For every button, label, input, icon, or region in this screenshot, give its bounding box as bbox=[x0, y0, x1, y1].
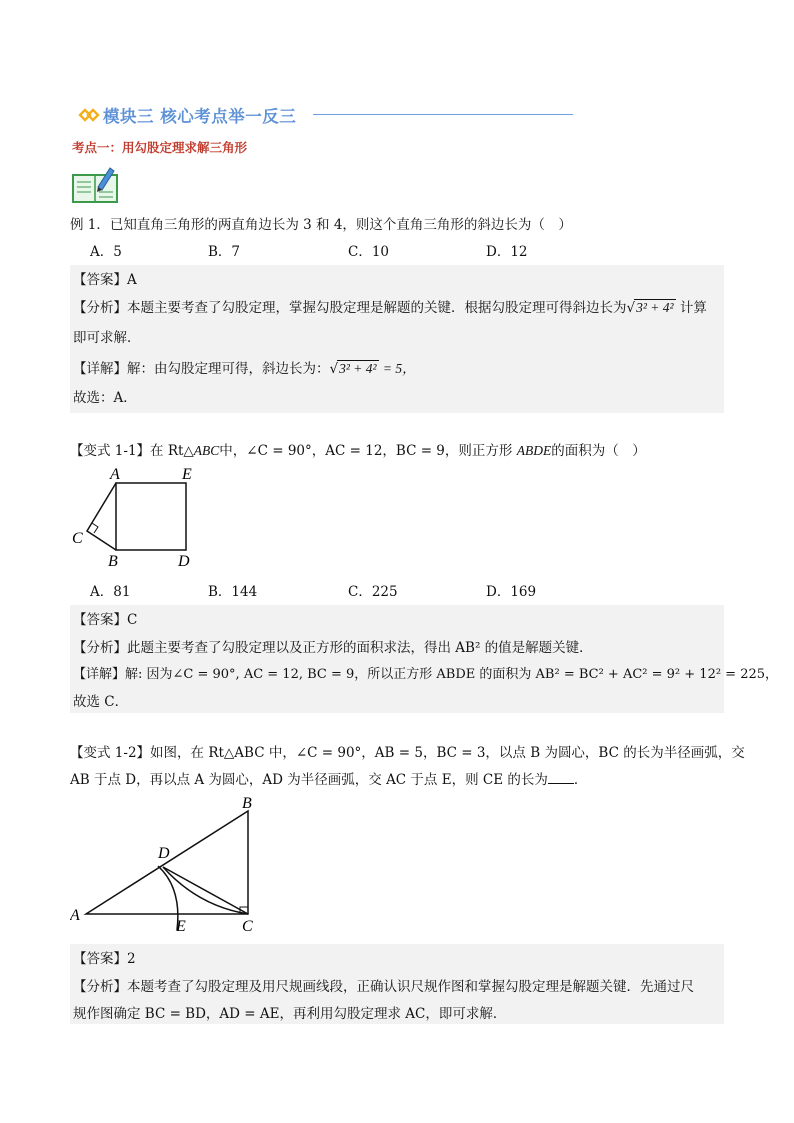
variant2-question-text: AB 于点 D，再以点 A 为圆心，AD 为半径画弧，交 AC 于点 E，则 CE 的长为 bbox=[70, 772, 548, 788]
variant2-question-line1: 【变式 1-2】如图，在 Rt△ABC 中，∠C = 90°，AB = 5，BC = 3，以点 B 为圆心，BC 的长为半径画弧，交 bbox=[70, 745, 745, 761]
label-d: D bbox=[158, 845, 170, 862]
triangle-arc-figure bbox=[70, 790, 270, 940]
option-a: A．5 bbox=[90, 244, 122, 260]
variant2-question-end: ． bbox=[573, 772, 588, 788]
variant1-question-a: 【变式 1-1】在 Rt△ bbox=[70, 443, 194, 459]
variant1-question bbox=[70, 439, 646, 459]
variant1-solution-box bbox=[70, 605, 779, 713]
variant2-question-line2 bbox=[70, 768, 587, 788]
option-d: D．169 bbox=[486, 584, 537, 600]
arc-centered-a bbox=[158, 866, 178, 930]
variant1-question-b: 中，∠C = 90°，AC = 12，BC = 9，则正方形 bbox=[219, 443, 513, 459]
sqrt-symbol: √ bbox=[626, 300, 636, 316]
sqrt-symbol: √ bbox=[329, 361, 339, 377]
detail-line bbox=[73, 357, 416, 377]
analysis-text-end: 计算 bbox=[679, 300, 707, 316]
analysis-line-2: 即可求解． bbox=[73, 330, 141, 346]
sqrt-expression: 3² + 4² bbox=[339, 361, 377, 376]
kaodian-title: 考点一：用勾股定理求解三角形 bbox=[72, 140, 248, 155]
label-c: C bbox=[242, 918, 253, 935]
label-e: E bbox=[176, 918, 186, 935]
analysis-line bbox=[73, 296, 707, 316]
answer-blank bbox=[548, 771, 574, 784]
module-header bbox=[78, 103, 296, 127]
header-rule bbox=[313, 114, 573, 115]
detail-text: 【详解】解：由勾股定理可得，斜边长为： bbox=[73, 361, 330, 377]
label-b: B bbox=[242, 795, 252, 812]
choose-line: 故选 C． bbox=[73, 694, 129, 710]
label-c: C bbox=[72, 530, 83, 547]
analysis-line: 【分析】此题主要考查了勾股定理以及正方形的面积求法，得出 AB² 的值是解题关键． bbox=[73, 640, 593, 656]
label-d: D bbox=[178, 553, 190, 570]
triangle-abc bbox=[86, 811, 248, 914]
analysis-line-1: 【分析】本题考查了勾股定理及用尺规画线段，正确认识尺规作图和掌握勾股定理是解题关键．先通过尺 bbox=[73, 979, 694, 995]
right-angle-mark bbox=[92, 523, 98, 533]
label-b: B bbox=[108, 553, 118, 570]
triangle-name: ABC bbox=[193, 443, 220, 458]
answer-line: 【答案】C bbox=[73, 612, 138, 628]
option-c: C．10 bbox=[348, 244, 390, 260]
option-b: B．144 bbox=[208, 584, 258, 600]
detail-line: 【详解】解: 因为∠C = 90°, AC = 12, BC = 9，所以正方形 ABDE 的面积为 AB² = BC² + AC² = 9² + 12² = 225， bbox=[73, 667, 779, 682]
option-d: D．12 bbox=[486, 244, 528, 260]
module-title: 模块三 核心考点举一反三 bbox=[103, 107, 297, 126]
answer-line: 【答案】2 bbox=[73, 951, 136, 967]
example1-question: 例 1．已知直角三角形的两直角边长为 3 和 4，则这个直角三角形的斜边长为（ ） bbox=[70, 217, 572, 233]
segment-dc bbox=[163, 867, 248, 914]
triangle-abc bbox=[87, 483, 116, 550]
variant2-solution-box bbox=[70, 944, 724, 1024]
variant1-question-c: 的面积为（ ） bbox=[551, 443, 646, 459]
option-c: C．225 bbox=[348, 584, 398, 600]
square-abde bbox=[116, 483, 186, 550]
sqrt-expression: 3² + 4² bbox=[636, 300, 674, 315]
analysis-line-2: 规作图确定 BC = BD，AD = AE，再利用勾股定理求 AC，即可求解． bbox=[73, 1006, 507, 1022]
label-a: A bbox=[110, 466, 120, 483]
answer-line: 【答案】A bbox=[73, 272, 137, 288]
book-pencil-icon bbox=[72, 165, 118, 203]
detail-result: = 5， bbox=[382, 361, 416, 376]
label-e: E bbox=[182, 466, 192, 483]
label-a: A bbox=[70, 907, 80, 924]
example1-solution-box bbox=[70, 265, 724, 413]
square-name: ABDE bbox=[516, 443, 552, 458]
analysis-text: 【分析】本题主要考查了勾股定理，掌握勾股定理是解题的关键．根据勾股定理可得斜边长为 bbox=[73, 300, 627, 316]
double-chevron-icon bbox=[78, 107, 100, 123]
option-a: A．81 bbox=[90, 584, 131, 600]
choose-line: 故选：A． bbox=[73, 390, 137, 406]
option-b: B．7 bbox=[208, 244, 241, 260]
square-triangle-figure bbox=[70, 462, 210, 572]
